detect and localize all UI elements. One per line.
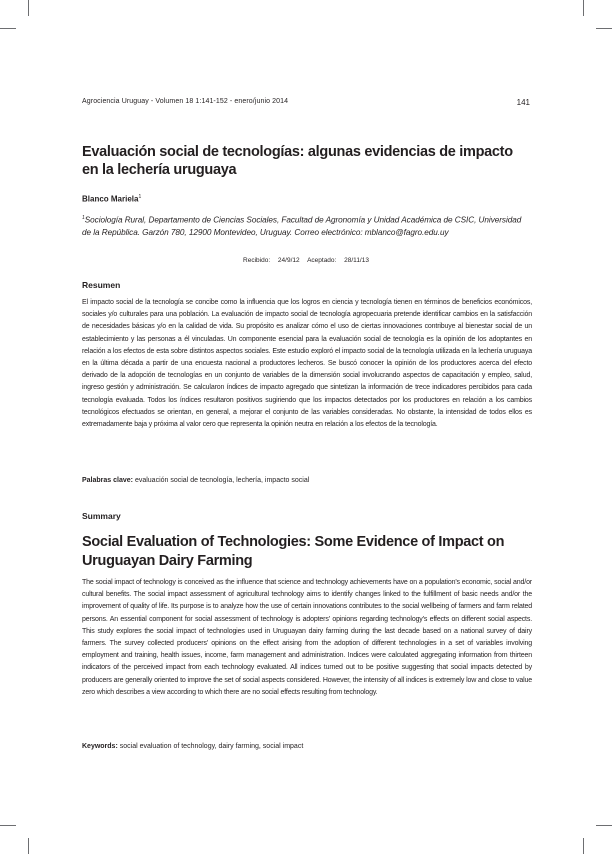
crop-mark — [583, 838, 584, 854]
resumen-body: El impacto social de la tecnología se concibe como la influencia que los logros en ciencia y tecnología tienen en términos de beneficios económicos, sociales y/o culturales para una población. La evaluación de impacto social de tecnología agropecuaria pretende identificar cambios en la satisfacción de necesidades básicas y/o en la calidad de vida. Su propósito es analizar cómo el uso de ciertas innovaciones contribuye al bienestar social de un establecimiento y las personas a él vinculadas. Un componente esencial para la evaluación social de tecnología es la opinión de los adoptantes en relación a los efectos de esta sobre distintos aspectos sociales. Este estudio exploró el impacto social de la tecnología utilizada en la lechería uruguaya en la última década a partir de una encuesta nacional a productores lecheros. Se buscó conocer la opinión de los productores acerca del efecto derivado de la adopción de tecnologías en un conjunto de variables de la dimensión social involucrando aspectos de capacitación y empleo, salud, ingreso gestión y administración. Se calcularon índices de impacto agregado que sintetizan la información de trece indicadores percibidos para cada tecnología evaluada. Todos los índices resultaron positivos sugiriendo que los impactos detectados por los productores en relación a los cambios tecnológicos efectuados se orientan, en general, a mejorar el conjunto de las variables consideradas. No obstante, la intensidad de todos ellos es extremadamente baja y próxima al valor cero que representa la opinión neutra en relación a los efectos de la tecnología. — [82, 299, 532, 429]
keywords-text: evaluación social de tecnología, lechería, impacto social — [134, 477, 310, 484]
author-name — [82, 194, 141, 204]
crop-mark — [596, 825, 612, 826]
affiliation-superscript: 1 — [82, 215, 85, 221]
author-text: Blanco Mariela — [82, 194, 139, 204]
keywords-text: social evaluation of technology, dairy farming, social impact — [119, 743, 304, 750]
affiliation-text: Sociología Rural, Departamento de Ciencias Sociales, Facultad de Agronomía y Unidad Académica de CSIC, Universidad de la República. Garzón 780, 12900 Montevideo, Uruguay. Correo electrónico: mblanco@fagro.edu.uy — [82, 215, 522, 237]
crop-mark — [0, 825, 16, 826]
summary-heading: Summary — [82, 511, 121, 521]
english-title: Social Evaluation of Technologies: Some Evidence of Impact on Uruguayan Dairy Farming — [82, 534, 505, 569]
author-affiliation — [82, 212, 532, 239]
article-title: Evaluación social de tecnologías: algunas evidencias de impacto en la lechería uruguaya — [82, 144, 513, 178]
summary-body: The social impact of technology is conceived as the influence that science and technology achievements have on a population's economic, social and/or cultural benefits. The social impact assessment of agricultural technology aims to identify changes linked to the fulfillment of basic needs and/or the improvement of quality of life. Its purpose is to analyze how the use of certain innovations contributes to the social wellbeing of farmers and farm related persons. An essential component for social assessment of technology is adopters' opinions regarding technology's effects on different social aspects. This study explores the social impact of technologies used in Uruguayan dairy farming during the last decade based on a national survey of dairy farmers. The survey collected producers' opinions on the effect arising from the adoption of different technologies in a set of variables involving employment and training, health issues, income, farm management and administration. Indices were calculated aggregating information from thirteen indicators of the perceived impact from each technology evaluated. All indices turned out to be positive suggesting that social impacts detected by producers are generally oriented to improve the set of social aspects considered. However, the intensity of all indices is extremely low and close to value zero which describes a view according to which there are no social effects resulting from technology. — [82, 579, 532, 696]
crop-mark — [596, 28, 612, 29]
keywords-label: Keywords: — [82, 743, 118, 750]
keywords-label: Palabras clave: — [82, 477, 133, 484]
crop-mark — [28, 0, 29, 16]
page-number: 141 — [516, 98, 530, 107]
received-accepted-dates: Recibido: 24/9/12 Aceptado: 28/11/13 — [243, 257, 369, 264]
journal-citation: Agrociencia Uruguay - Volumen 18 1:141-152 - enero/junio 2014 — [82, 98, 289, 105]
author-superscript: 1 — [138, 194, 142, 200]
resumen-heading: Resumen — [82, 280, 121, 290]
crop-mark — [0, 28, 16, 29]
crop-mark — [583, 0, 584, 16]
resumen-keywords — [82, 477, 309, 484]
crop-mark — [28, 838, 29, 854]
summary-keywords — [82, 743, 303, 750]
